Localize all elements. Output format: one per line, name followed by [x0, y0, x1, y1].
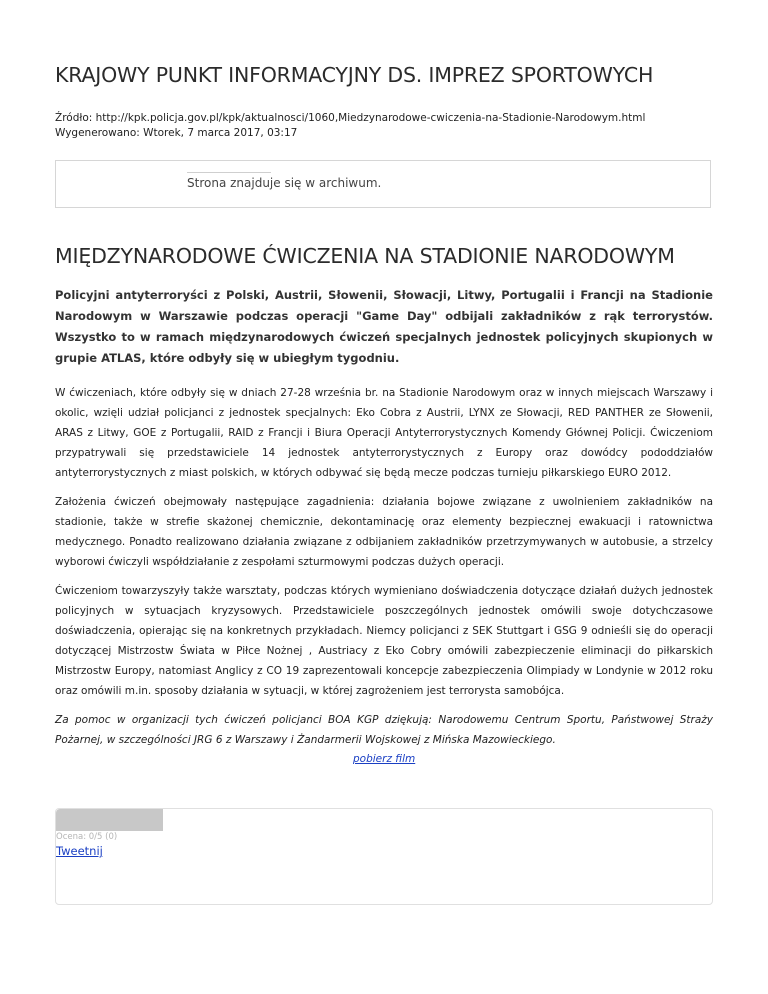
- site-title: KRAJOWY PUNKT INFORMACYJNY DS. IMPREZ SPORTOWYCH: [55, 63, 654, 87]
- rating-text: Ocena: 0/5 (0): [56, 832, 118, 842]
- rating-box: [55, 808, 713, 905]
- download-video-link[interactable]: pobierz film: [353, 753, 416, 765]
- generated-date: Wygenerowano: Wtorek, 7 marca 2017, 03:17: [55, 127, 298, 139]
- document-meta: [55, 111, 645, 141]
- archive-notice: Strona znajduje się w archiwum.: [187, 176, 382, 190]
- article-lead: Policyjni antyterroryści z Polski, Austrii, Słowenii, Słowacji, Litwy, Portugalii i Francji na Stadionie Narodowym w Warszawie podczas operacji "Game Day" odbijali zakładników z rąk terrorystów. Wszystko to w ramach międzynarodowych ćwiczeń specjalnych jednostek policyjnych skupionych w grupie ATLAS, które odbyły się w ubiegłym tygodniu.: [55, 288, 713, 365]
- source-url: Źródło: http://kpk.policja.gov.pl/kpk/aktualnosci/1060,Miedzynarodowe-cwiczenia-na-Stadionie-Narodowym.html: [55, 112, 646, 124]
- archive-divider: [187, 172, 271, 173]
- article-thanks: Za pomoc w organizacji tych ćwiczeń policjanci BOA KGP dziękują: Narodowemu Centrum Sportu, Państwowej Straży Pożarnej, w szczególności JRG 6 z Warszawy i Żandarmerii Wojskowej z Mińska Mazowieckiego.: [55, 714, 713, 746]
- tweet-link[interactable]: Tweetnij: [56, 844, 103, 858]
- article-paragraph-3: Ćwiczeniom towarzyszyły także warsztaty, podczas których wymieniano doświadczenia dotyczące działań dużych jednostek policyjnych w sytuacjach kryzysowych. Przedstawiciele poszczególnych jednostek omówili swoje dotychczasowe doświadczenia, opierając się na konkretnych przykładach. Niemcy policjanci z SEK Stuttgart i GSG 9 odnieśli się do operacji dotyczącej Mistrzostw Świata w Piłce Nożnej , Austriacy z Eko Cobry omówili zabezpieczenie eliminacji do piłkarskich Mistrzostw Europy, natomiast Anglicy z CO 19 zaprezentowali koncepcje zabezpieczenia Olimpiady w Londynie w 2012 roku oraz omówili m.in. sposoby działania w sytuacji, w której zagrożeniem jest terrorysta samobójca.: [55, 585, 713, 697]
- archive-notice-box: [55, 160, 711, 208]
- article-paragraph-2: Założenia ćwiczeń obejmowały następujące zagadnienia: działania bojowe związane z uwolnieniem zakładników na stadionie, także w strefie skażonej chemicznie, dekontaminację oraz elementy bezpiecznej ewakuacji i ratownictwa medycznego. Ponadto realizowano działania związane z odbijaniem zakładników przetrzymywanych w autobusie, a strzelcy wyborowi ćwiczyli współdziałanie z zespołami szturmowymi podczas dużych operacji.: [55, 496, 713, 568]
- article-title: MIĘDZYNARODOWE ĆWICZENIA NA STADIONIE NARODOWYM: [55, 244, 675, 268]
- article-body: [55, 285, 713, 759]
- article-paragraph-1: W ćwiczeniach, które odbyły się w dniach 27-28 września br. na Stadionie Narodowym oraz w innych miejscach Warszawy i okolic, wzięli udział policjanci z jednostek specjalnych: Eko Cobra z Austrii, LYNX ze Słowacji, RED PANTHER ze Słowenii, ARAS z Litwy, GOE z Portugalii, RAID z Francji i Biura Operacji Antyterrorystycznych Komendy Głównej Policji. Ćwiczeniom przypatrywali się przedstawiciele 14 jednostek antyterrorystycznych z Europy oraz dowódcy pododdziałów antyterrorystycznych z miast polskich, w których odbywać się będą mecze podczas turnieju piłkarskiego EURO 2012.: [55, 387, 713, 479]
- rating-stars-bar[interactable]: [56, 809, 163, 831]
